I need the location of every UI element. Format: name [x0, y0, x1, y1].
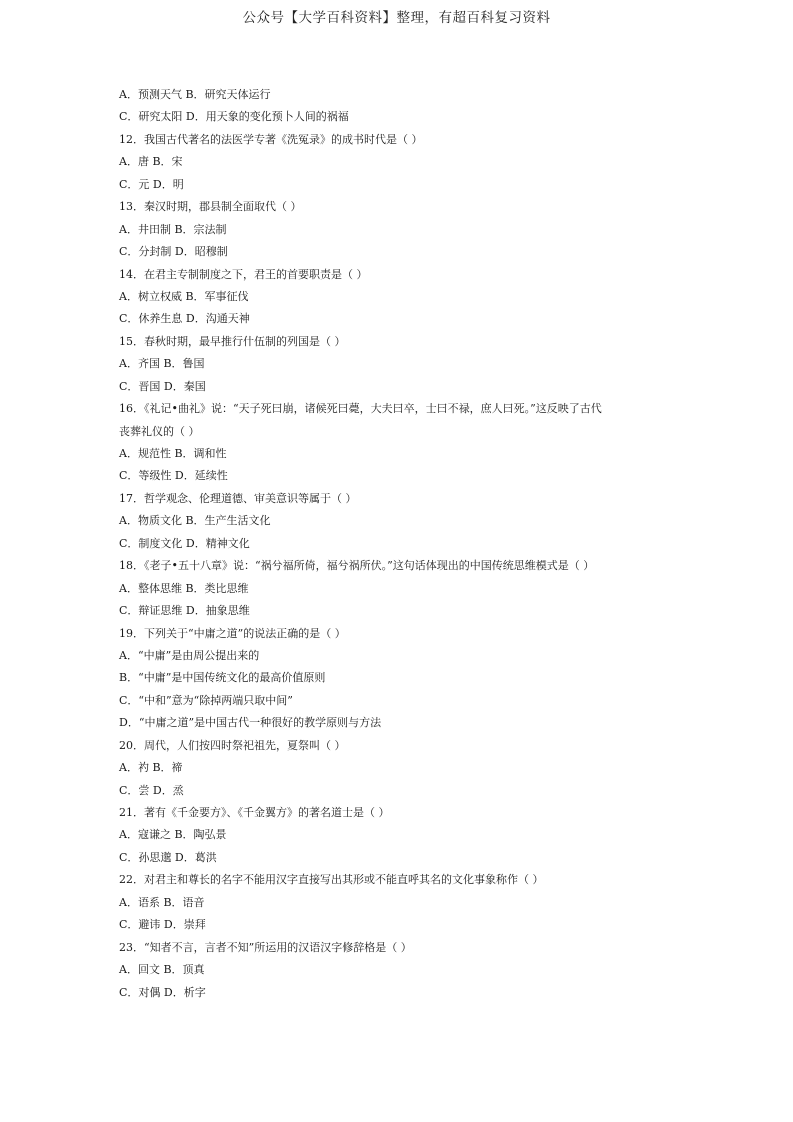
option-line: C．避讳 D．崇拜 [119, 918, 206, 932]
question-line: 18．《老子•五十八章》说：“祸兮福所倚，福兮祸所伏。”这句话体现出的中国传统思维模式是（ ） [119, 559, 595, 573]
option-line: A．“中庸”是由周公提出来的 [119, 648, 260, 662]
option-line: C．辩证思维 D．抽象思维 [119, 604, 250, 618]
option-line: A．唐 B．宋 [119, 155, 183, 169]
option-line: A．树立权威 B．军事征伐 [119, 289, 249, 303]
option-line: A．回文 B．顶真 [119, 963, 205, 977]
option-line: D．“中庸之道”是中国古代一种很好的教学原则与方法 [119, 716, 382, 730]
question-line: 17．哲学观念、伦理道德、审美意识等属于（ ） [119, 491, 357, 505]
option-line: A．寇谦之 B．陶弘景 [119, 828, 227, 842]
option-line: A．物质文化 B．生产生活文化 [119, 514, 271, 528]
option-line: A．语系 B．语音 [119, 895, 205, 909]
option-line: A．整体思维 B．类比思维 [119, 581, 249, 595]
option-line: A．规范性 B．调和性 [119, 447, 227, 460]
question-line: 22．对君主和尊长的名字不能用汉字直接写出其形或不能直呼其名的文化事象称作（ ） [119, 873, 544, 887]
option-line: C．孙思邈 D．葛洪 [119, 850, 217, 864]
option-line: C．尝 D．烝 [119, 783, 184, 797]
text-line: A．预测天气 B．研究天体运行 [119, 88, 271, 101]
question-line: 20．周代，人们按四时祭祀祖先，夏祭叫（ ） [119, 738, 346, 752]
question-line-continued: 丧葬礼仪的（ ） [119, 424, 200, 438]
question-line: 13．秦汉时期，郡县制全面取代（ ） [119, 200, 302, 214]
option-line: C．制度文化 D．精神文化 [119, 536, 250, 550]
option-line: A．齐国 B．鲁国 [119, 357, 205, 371]
question-line: 12．我国古代著名的法医学专著《洗冤录》的成书时代是（ ） [119, 132, 423, 146]
option-line: C．对偶 D．析字 [119, 985, 206, 999]
option-line: C．晋国 D．秦国 [119, 379, 206, 393]
page-header: 公众号【大学百科资料】整理，有超百科复习资料 [242, 10, 551, 26]
option-line: A．礿 B．禘 [119, 761, 183, 775]
question-line: 16．《礼记•曲礼》说：“天子死曰崩，诸候死曰薨，大夫曰卒，士曰不禄，庶人曰死。”这反映了古代 [119, 402, 602, 416]
document-body [119, 84, 679, 1004]
question-line: 23．“知者不言，言者不知”所运用的汉语汉字修辞格是（ ） [119, 940, 412, 954]
option-line: A．井田制 B．宗法制 [119, 222, 227, 236]
option-line: C．“中和”意为“除掉两端只取中间” [119, 693, 293, 707]
question-line: 15．春秋时期，最早推行什伍制的列国是（ ） [119, 334, 346, 348]
option-line: B．“中庸”是中国传统文化的最高价值原则 [119, 671, 326, 685]
option-line: C．分封制 D．昭穆制 [119, 245, 228, 259]
option-line: C．等级性 D．延续性 [119, 469, 228, 483]
text-line: C．研究太阳 D．用天象的变化预卜人间的祸福 [119, 110, 349, 124]
option-line: C．元 D．明 [119, 177, 184, 191]
question-line: 14．在君主专制制度之下，君王的首要职责是（ ） [119, 267, 368, 281]
option-line: C．休养生息 D．沟通天神 [119, 312, 250, 326]
question-line: 21．著有《千金要方》、《千金翼方》的著名道士是（ ） [119, 806, 390, 819]
question-line: 19．下列关于“中庸之道”的说法正确的是（ ） [119, 626, 346, 640]
